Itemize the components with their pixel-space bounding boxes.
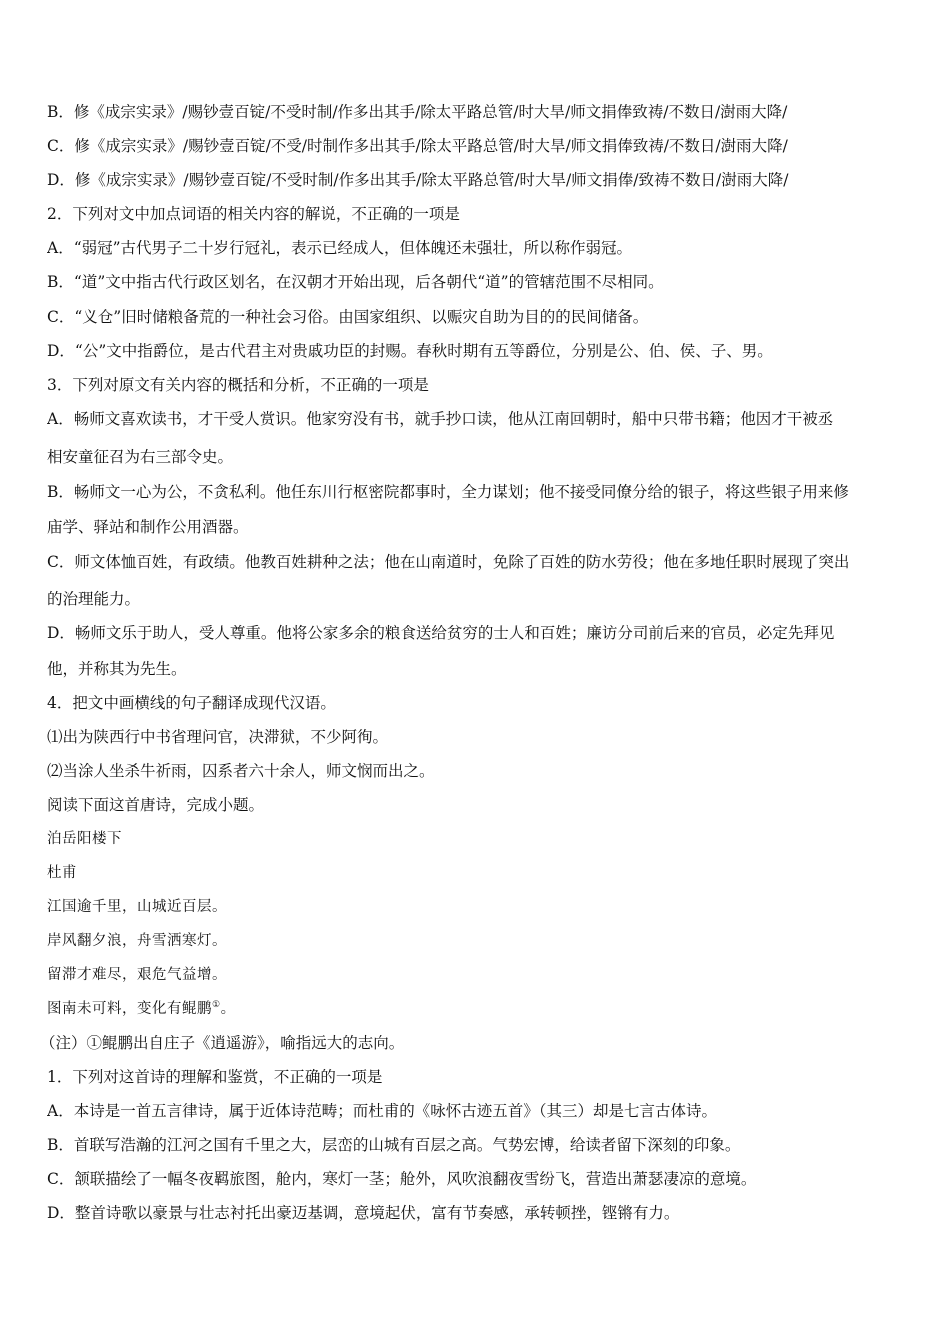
question-3-option-d-line1: D．畅师文乐于助人，受人尊重。他将公家多余的粮食送给贫穷的士人和百姓；廉访分司前后来的官员，必定先拜见 [47, 624, 835, 642]
poem-verse-4-text: 图南未可料，变化有鲲鹏 [47, 1001, 212, 1017]
poem-question-1-option-d: D．整首诗歌以豪景与壮志衬托出豪迈基调，意境起伏，富有节奏感，承转顿挫，铿锵有力。 [47, 1204, 680, 1222]
poem-question-1-option-a: A．本诗是一首五言律诗，属于近体诗范畴；而杜甫的《咏怀古迹五首》（其三）却是七言古体诗。 [47, 1102, 717, 1120]
question-3-option-d-line2: 他，并称其为先生。 [47, 660, 187, 678]
poem-verse-3: 留滞才难尽，艰危气益增。 [47, 967, 227, 983]
question-4-sentence-1: ⑴出为陕西行中书省理问官，决滞狱，不少阿徇。 [47, 728, 389, 746]
poem-instructions: 阅读下面这首唐诗，完成小题。 [47, 796, 265, 814]
poem-question-1-option-b: B．首联写浩瀚的江河之国有千里之大，层峦的山城有百层之高。气势宏博，给读者留下深刻的印象。 [47, 1136, 741, 1154]
question-2-option-d: D．“公”文中指爵位，是古代君主对贵戚功臣的封赐。春秋时期有五等爵位，分别是公、伯、侯、子、男。 [47, 342, 773, 360]
question-3-option-c-line2: 的治理能力。 [47, 590, 141, 608]
question-2-option-c: C．“义仓”旧时储粮备荒的一种社会习俗。由国家组织、以赈灾自助为目的的民间储备。 [47, 308, 649, 326]
question-3-option-b-line2: 庙学、驿站和制作公用酒器。 [47, 518, 249, 536]
question-2-option-a: A．“弱冠”古代男子二十岁行冠礼，表示已经成人，但体魄还未强壮，所以称作弱冠。 [47, 239, 633, 257]
option-d-punctuation: D．修《成宗实录》/赐钞壹百锭/不受时制/作多出其手/除太平路总管/时大旱/师文捐俸/致祷不数日/澍雨大降/ [47, 171, 789, 189]
question-2-option-b: B．“道”文中指古代行政区划名，在汉朝才开始出现，后各朝代“道”的管辖范围不尽相同。 [47, 273, 664, 291]
poem-author: 杜甫 [47, 865, 77, 881]
option-b-punctuation: B．修《成宗实录》/赐钞壹百锭/不受时制/作多出其手/除太平路总管/时大旱/师文捐俸致祷/不数日/澍雨大降/ [47, 103, 788, 121]
poem-question-1-option-c: C．颔联描绘了一幅冬夜羁旅图，舱内，寒灯一茎；舱外，风吹浪翻夜雪纷飞，营造出萧瑟凄凉的意境。 [47, 1170, 757, 1188]
question-3-option-b-line1: B．畅师文一心为公，不贪私利。他任东川行枢密院都事时，全力谋划；他不接受同僚分给的银子，将这些银子用来修 [47, 483, 849, 501]
question-3-option-c-line1: C．师文体恤百姓，有政绩。他教百姓耕种之法；他在山南道时，免除了百姓的防水劳役；他在多地任职时展现了突出 [47, 553, 850, 571]
poem-verse-2: 岸风翻夕浪，舟雪洒寒灯。 [47, 933, 227, 949]
poem-title: 泊岳阳楼下 [47, 831, 122, 847]
option-c-punctuation: C．修《成宗实录》/赐钞壹百锭/不受/时制作多出其手/除太平路总管/时大旱/师文捐俸致祷/不数日/澍雨大降/ [47, 137, 788, 155]
poem-verse-4 [47, 998, 917, 1020]
footnote-mark: ① [212, 1000, 221, 1011]
question-3-stem: 3．下列对原文有关内容的概括和分析，不正确的一项是 [47, 376, 429, 394]
question-4-sentence-2: ⑵当涂人坐杀牛祈雨，囚系者六十余人，师文悯而出之。 [47, 762, 435, 780]
question-3-option-a-line1: A．畅师文喜欢读书，才干受人赏识。他家穷没有书，就手抄口读，他从江南回朝时，船中只带书籍；他因才干被丞 [47, 410, 834, 428]
poem-verse-1: 江国逾千里，山城近百层。 [47, 899, 227, 915]
poem-footnote: （注）①鲲鹏出自庄子《逍遥游》，喻指远大的志向。 [40, 1034, 405, 1052]
poem-question-1-stem: 1．下列对这首诗的理解和鉴赏，不正确的一项是 [47, 1068, 383, 1086]
question-4-stem: 4．把文中画横线的句子翻译成现代汉语。 [47, 694, 336, 712]
question-2-stem: 2．下列对文中加点词语的相关内容的解说，不正确的一项是 [47, 205, 460, 223]
question-3-option-a-line2: 相安童征召为右三部令史。 [47, 448, 234, 466]
poem-verse-4-end: 。 [220, 1001, 236, 1017]
